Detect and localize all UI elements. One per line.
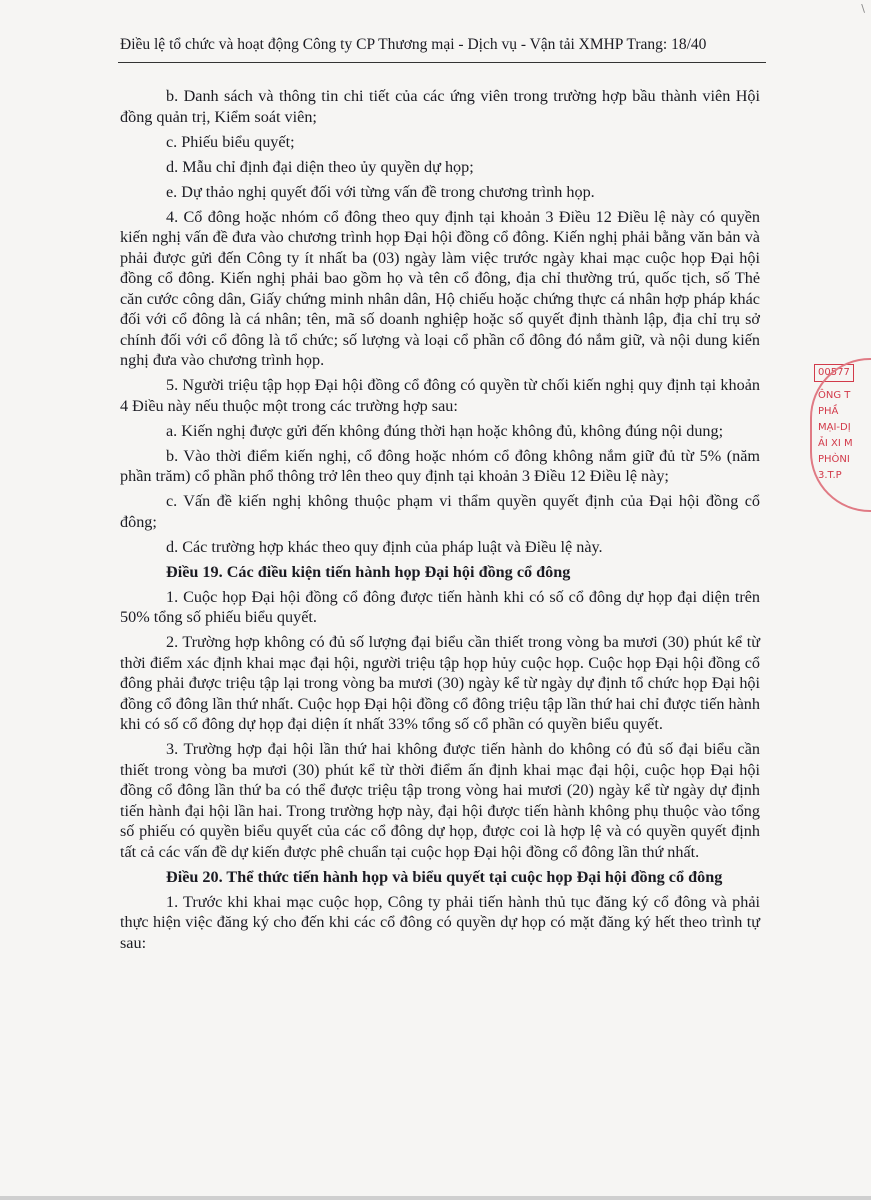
document-body [120,86,760,958]
article-heading: Điều 20. Thể thức tiến hành họp và biểu quyết tại cuộc họp Đại hội đồng cổ đông [166,867,723,886]
body-paragraph: a. Kiến nghị được gửi đến không đúng thời hạn hoặc không đủ, không đúng nội dung; [166,421,724,440]
body-paragraph: e. Dự thảo nghị quyết đối với từng vấn đề trong chương trình họp. [166,182,595,201]
body-paragraph: b. Danh sách và thông tin chi tiết của các ứng viên trong trường hợp bầu thành viên Hội đồng quản trị, Kiểm soát viên; [120,87,760,126]
body-paragraph: d. Mẫu chỉ định đại diện theo ủy quyền dự họp; [166,157,474,176]
body-paragraph: 1. Cuộc họp Đại hội đồng cổ đông được tiến hành khi có số cổ đông dự họp đại diện trên 50% tổng số phiếu biểu quyết. [120,587,760,626]
seal-text: 3.T.P [818,470,842,481]
seal-text: ÔNG T [818,390,851,401]
body-paragraph: b. Vào thời điểm kiến nghị, cổ đông hoặc nhóm cổ đông không nắm giữ đủ từ 5% (năm phần trăm) cổ phần phổ thông trở lên theo quy định tại khoản 3 Điều 12 Điều lệ này; [120,446,760,485]
seal-text: ẢI XI M [818,438,853,449]
body-paragraph: 5. Người triệu tập họp Đại hội đồng cổ đông có quyền từ chối kiến nghị quy định tại khoản 4 Điều này nếu thuộc một trong các trường hợp sau: [120,376,760,415]
seal-text: PHÒNI [818,454,850,465]
body-paragraph: c. Vấn đề kiến nghị không thuộc phạm vi thẩm quyền quyết định của Đại hội đồng cổ đông; [120,492,760,531]
body-paragraph: d. Các trường hợp khác theo quy định của pháp luật và Điều lệ này. [166,537,603,556]
header-divider [118,62,766,63]
company-seal-stamp [810,358,871,518]
seal-text: MẠI-DỊ [818,422,851,433]
article-heading: Điều 19. Các điều kiện tiến hành họp Đại hội đồng cổ đông [166,562,571,581]
body-paragraph: c. Phiếu biểu quyết; [166,132,295,151]
body-paragraph: 3. Trường hợp đại hội lần thứ hai không được tiến hành do không có đủ số đại biểu cần thiết trong vòng ba mươi (30) phút kể từ thời điểm ấn định khai mạc đại hội, cuộc họp Đại hội đồng cổ đông lần thứ ba có thể được triệu tập trong vòng hai mươi (20) ngày kể từ ngày dự định tiến hành đại hội lần hai. Trong trường hợp này, đại hội được tiến hành không phụ thuộc vào tổng số phiếu có quyền biểu quyết của các cổ đông dự họp, được coi là hợp lệ và có quyền quyết định tất cả các vấn đề dự kiến được phê chuẩn tại cuộc họp Đại hội đồng cổ đông lần thứ nhất. [120,740,760,861]
body-paragraph: 4. Cổ đông hoặc nhóm cổ đông theo quy định tại khoản 3 Điều 12 Điều lệ này có quyền kiến nghị vấn đề đưa vào chương trình họp Đại hội đồng cổ đông. Kiến nghị phải bằng văn bản và phải được gửi đến Công ty ít nhất ba (03) ngày làm việc trước ngày khai mạc cuộc họp Đại hội đồng cổ đông. Kiến nghị phải bao gồm họ và tên cổ đông, địa chỉ thường trú, quốc tịch, số Thẻ căn cước công dân, Giấy chứng minh nhân dân, Hộ chiếu hoặc chứng thực cá nhân hợp pháp khác đối với cổ đông là cá nhân; tên, mã số doanh nghiệp hoặc số quyết định thành lập, địa chỉ trụ sở chính đối với cổ đông là tổ chức; số lượng và loại cổ phần cổ đông đó nắm giữ, và nội dung kiến nghị đưa vào chương trình họp. [120,207,760,369]
page-header: Điều lệ tổ chức và hoạt động Công ty CP Thương mại - Dịch vụ - Vận tải XMHP Trang: 18/40 [120,36,707,53]
seal-text: 00577 [814,364,854,382]
body-paragraph: 2. Trường hợp không có đủ số lượng đại biểu cần thiết trong vòng ba mươi (30) phút kể từ thời điểm xác định khai mạc đại hội, người triệu tập họp hủy cuộc họp. Cuộc họp Đại hội đồng cổ đông phải được triệu tập lại trong vòng ba mươi (30) ngày kể từ ngày dự định tổ chức họp Đại hội đồng cổ đông lần thứ nhất. Cuộc họp Đại hội đồng cổ đông triệu tập lần thứ hai chỉ được tiến hành khi có số cổ đông dự họp đại diện ít nhất 33% tổng số cổ phần có quyền biểu quyết. [120,633,760,733]
page-bottom-edge [0,1196,871,1200]
corner-mark: \ [861,2,865,15]
seal-text: PHẦ [818,406,839,417]
body-paragraph: 1. Trước khi khai mạc cuộc họp, Công ty phải tiến hành thủ tục đăng ký cổ đông và phải thực hiện việc đăng ký cho đến khi các cổ đông có quyền dự họp có mặt đăng ký hết theo trình tự sau: [120,892,760,952]
